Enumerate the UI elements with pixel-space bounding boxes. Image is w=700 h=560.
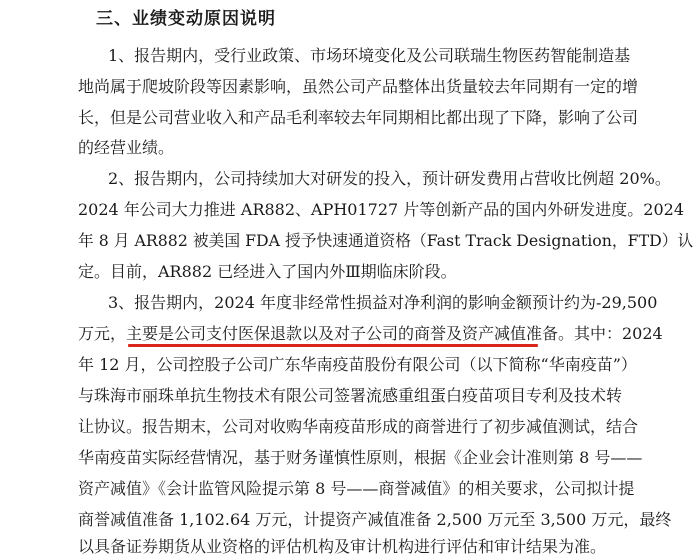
- highlight-underline: [128, 344, 538, 347]
- paragraph-3-line-8: 商誉减值准备 1,102.64 万元，计提资产减值准备 2,500 万元至 3,500 万元，最终: [78, 510, 672, 529]
- paragraph-2-line-4: 定。目前，AR882 已经进入了国内外Ⅲ期临床阶段。: [78, 262, 457, 281]
- paragraph-3-line-2: 万元，主要是公司支付医保退款以及对子公司的商誉及资产减值准备。其中：2024: [78, 324, 663, 343]
- paragraph-2-line-1: 2、报告期内，公司持续加大对研发的投入，预计研发费用占营收比例超 20%。: [108, 169, 671, 188]
- paragraph-3-line-1: 3、报告期内，2024 年度非经常性损益对净利润的影响金额预计约为-29,500: [108, 293, 658, 312]
- paragraph-3-line-7: 资产减值》《会计监管风险提示第 8 号——商誉减值》的相关要求，公司拟计提: [78, 479, 635, 498]
- paragraph-2-line-3: 年 8 月 AR882 被美国 FDA 授予快速通道资格（Fast Track Designation，FTD）认: [78, 231, 694, 250]
- paragraph-1-line-4: 的经营业绩。: [78, 138, 175, 157]
- paragraph-3-line-4: 与珠海市丽珠单抗生物技术有限公司签署流感重组蛋白疫苗项目专利及技术转: [78, 386, 623, 405]
- paragraph-1-line-1: 1、报告期内，受行业政策、市场环境变化及公司联瑞生物医药智能制造基: [108, 46, 631, 65]
- paragraph-3-line-3: 年 12 月，公司控股子公司广东华南疫苗股份有限公司（以下简称“华南疫苗”）: [78, 355, 637, 374]
- paragraph-1-line-2: 地尚属于爬坡阶段等因素影响，虽然公司产品整体出货量较去年同期有一定的增: [78, 77, 639, 96]
- section-heading: 三、业绩变动原因说明: [96, 9, 276, 29]
- paragraph-3-line-6: 华南疫苗实际经营情况，基于财务谨慎性原则，根据《企业会计准则第 8 号——: [78, 448, 643, 467]
- paragraph-1-line-3: 长，但是公司营业收入和产品毛利率较去年同期相比都出现了下降，影响了公司: [78, 108, 639, 127]
- paragraph-3-line-9: 以具备证券期货从业资格的评估机构及审计机构进行评估和审计结果为准。: [78, 537, 607, 556]
- paragraph-2-line-2: 2024 年公司大力推进 AR882、APH01727 片等创新产品的国内外研发进度。2024: [78, 200, 685, 219]
- paragraph-3-line-5: 让协议。报告期末，公司对收购华南疫苗形成的商誉进行了初步减值测试，结合: [78, 417, 639, 436]
